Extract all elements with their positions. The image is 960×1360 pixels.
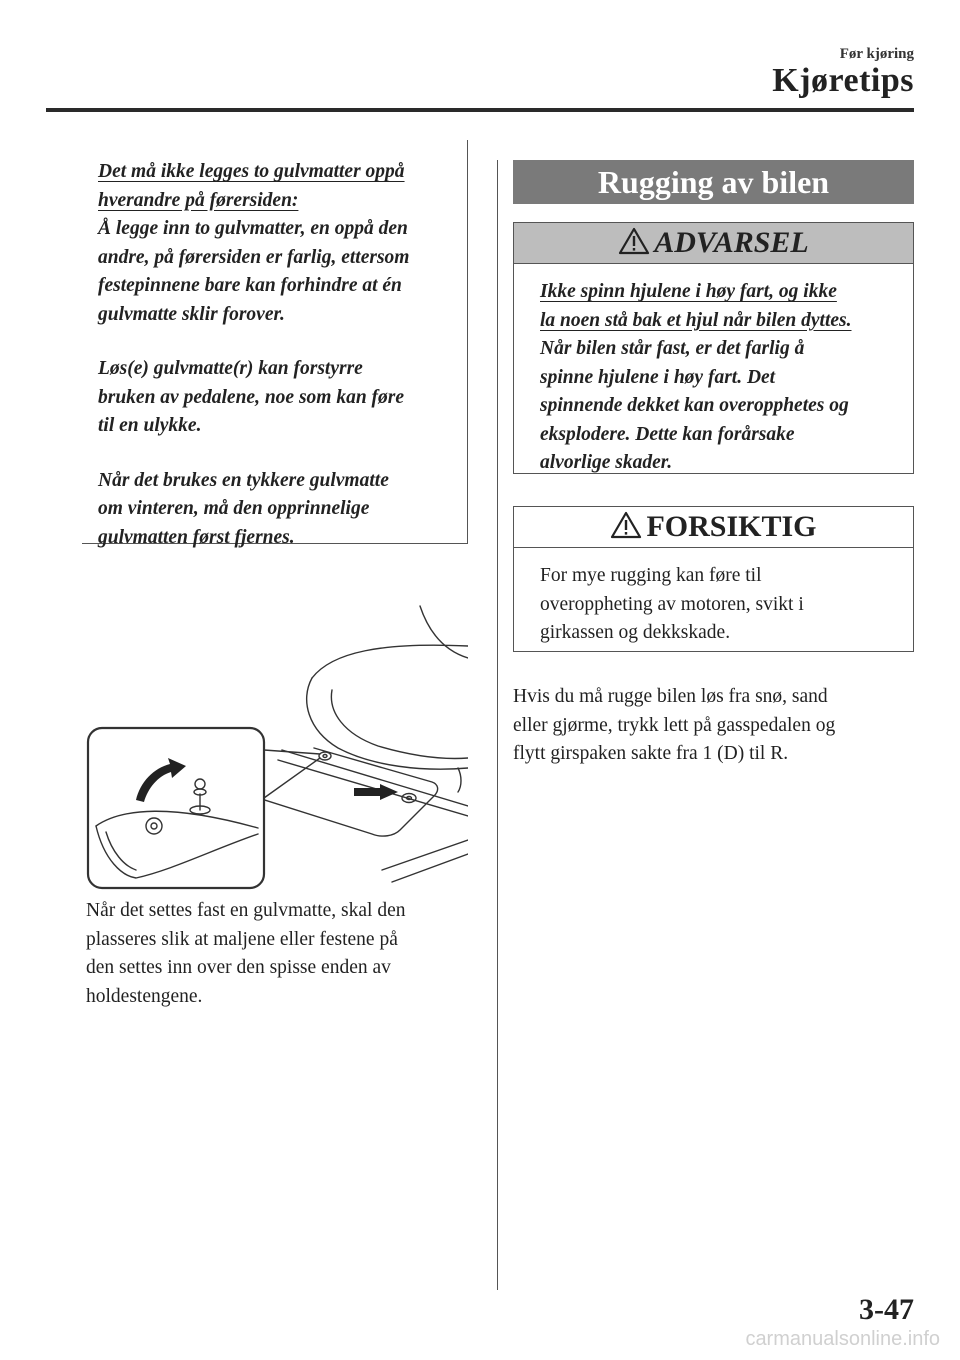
caption-line: Når det settes fast en gulvmatte, skal den: [86, 900, 406, 921]
advarsel-label: ADVARSEL: [654, 226, 809, 259]
warning-line: alvorlige skader.: [540, 452, 673, 473]
warning-line: Ikke spinn hjulene i høy fart, og ikke: [540, 281, 837, 302]
section-title-header: Kjøretips: [772, 62, 914, 99]
column-divider: [497, 160, 498, 1290]
para-line: eller gjørme, trykk lett på gasspedalen og: [513, 714, 836, 736]
warning-line: Når bilen står fast, er det farlig å: [540, 338, 805, 359]
para-line: flytt girspaken sakte fra 1 (D) til R.: [513, 743, 789, 764]
body-line: Løs(e) gulvmatte(r) kan forstyrre: [98, 358, 363, 379]
floor-mat-warning-p2: [98, 355, 449, 441]
body-line: om vinteren, må den opprinnelige: [98, 498, 370, 519]
warning-line: spinne hjulene i høy fart. Det: [540, 366, 776, 388]
advarsel-body: [514, 264, 913, 478]
body-line: gulvmatte sklir forover.: [98, 303, 285, 325]
warning-triangle-icon: [610, 511, 642, 539]
para-line: Hvis du må rugge bilen løs fra snø, sand: [513, 686, 828, 707]
floor-mat-illustration: [82, 600, 468, 890]
floor-mat-warning-p3: [98, 467, 449, 553]
caption-line: plasseres slik at maljene eller festene på: [86, 928, 398, 950]
warning-triangle-icon: [618, 227, 650, 255]
rocking-instructions: [513, 683, 914, 769]
body-line: Å legge inn to gulvmatter, en oppå den: [98, 218, 408, 239]
floor-mat-warning-heading: [98, 158, 449, 329]
body-line: andre, på førersiden er farlig, ettersom: [98, 246, 410, 268]
body-line: bruken av pedalene, noe som kan føre: [98, 386, 405, 408]
body-line: festepinnene bare kan forhindre at én: [98, 275, 402, 296]
heading-line: Det må ikke legges to gulvmatter oppå: [98, 161, 405, 182]
header-rule: [46, 108, 914, 112]
warning-line: la noen stå bak et hjul når bilen dyttes.: [540, 309, 852, 331]
forsiktig-header: [514, 507, 913, 548]
section-heading-rocking: Rugging av bilen: [513, 160, 914, 204]
floor-mat-warning-box: [82, 140, 468, 548]
page-number: 3-47: [859, 1293, 914, 1326]
caption-line: holdestengene.: [86, 985, 203, 1007]
floor-mat-caption: [86, 897, 486, 1011]
caution-line: For mye rugging kan føre til: [540, 565, 762, 586]
forsiktig-body: [514, 548, 913, 648]
caution-line: overoppheting av motoren, svikt i: [540, 593, 804, 615]
body-line: gulvmatten først fjernes.: [98, 526, 295, 548]
warning-line: eksplodere. Dette kan forårsake: [540, 423, 795, 445]
advarsel-header: [514, 223, 913, 264]
advarsel-box: [513, 222, 914, 474]
watermark: carmanualsonline.info: [745, 1328, 940, 1350]
warning-line: spinnende dekket kan overopphetes og: [540, 395, 849, 416]
caution-line: girkassen og dekkskade.: [540, 622, 731, 643]
body-line: til en ulykke.: [98, 415, 202, 436]
forsiktig-label: FORSIKTIG: [646, 510, 817, 543]
chapter-title: Før kjøring: [839, 46, 914, 62]
heading-line: hverandre på førersiden:: [98, 189, 299, 211]
body-line: Når det brukes en tykkere gulvmatte: [98, 469, 389, 491]
forsiktig-box: [513, 506, 914, 652]
caption-line: den settes inn over den spisse enden av: [86, 957, 391, 978]
